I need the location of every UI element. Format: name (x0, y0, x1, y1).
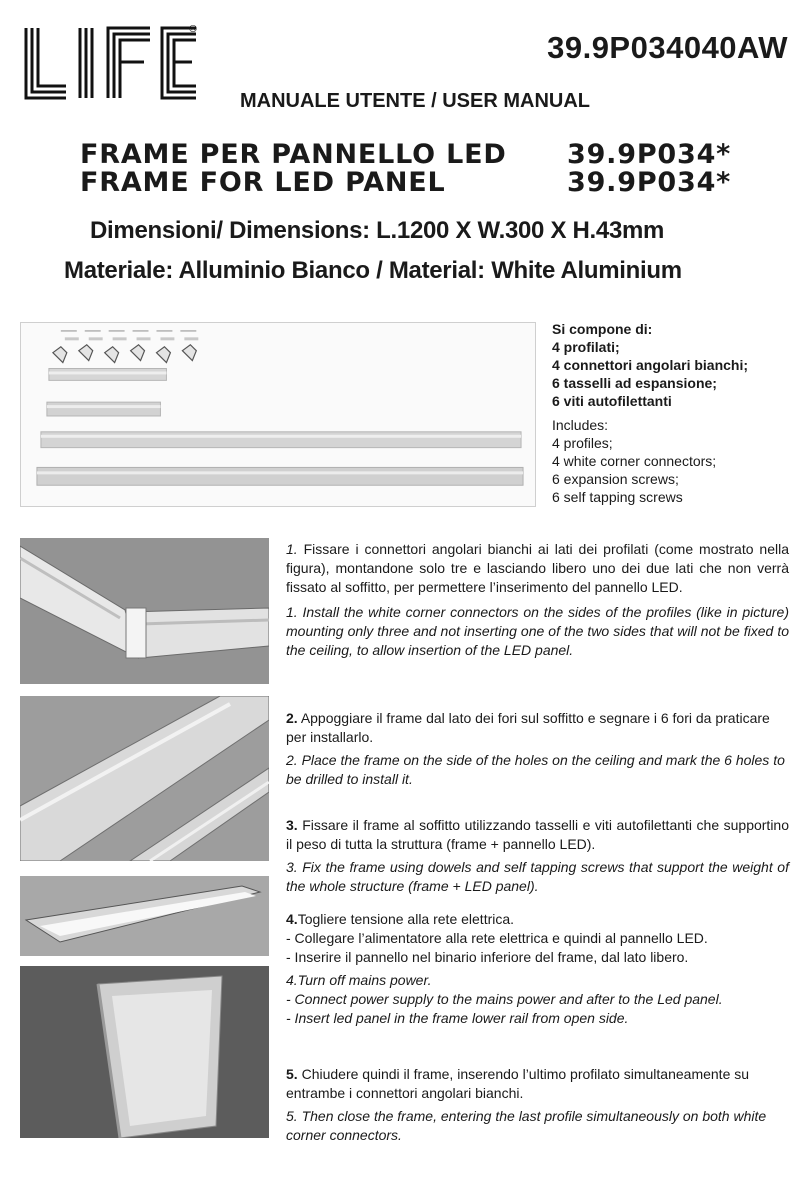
step5-italian-text: Chiudere quindi il frame, inserendo l’ultimo profilato simultaneamente su entrambe i connettori angolari bianchi. (286, 1066, 750, 1101)
step4-photo (20, 966, 269, 1138)
includes-it-heading: Si compone di: (552, 321, 653, 337)
step1-photo (20, 538, 269, 684)
step2-italian (286, 709, 789, 747)
step4-number: 4. (286, 911, 298, 927)
step3-italian-text: Fissare il frame al soffitto utilizzando tasselli e viti autofilettanti che supportino il peso di tutta la struttura (frame + pannello LED). (286, 817, 789, 852)
step1-number: 1. (286, 541, 298, 557)
step2-italian-text: Appoggiare il frame dal lato dei fori sul soffitto e segnare i 6 fori da praticare per installarlo. (286, 710, 770, 745)
step1-italian (286, 540, 789, 597)
registered-mark: ® (188, 24, 198, 35)
step-3 (286, 816, 789, 896)
step-1 (286, 540, 789, 660)
step1-italian-text: Fissare i connettori angolari bianchi ai lati dei profilati (come mostrato nella figura), montandone solo tre e lasciando libero uno dei due lati che non verrà fissato al soffitto, per permettere l’inserimento del pannello LED. (286, 541, 790, 595)
step-2 (286, 709, 789, 789)
title-italian-name: FRAME PER PANNELLO LED (80, 139, 507, 170)
step2-number: 2. (286, 710, 298, 726)
step4-italian-line: - Inserire il pannello nel binario inferiore del frame, dal lato libero. (286, 949, 689, 965)
title-english-ref: 39.9P034* (567, 167, 732, 198)
spec-material: Materiale: Alluminio Bianco / Material: White Aluminium (64, 257, 682, 284)
includes-en-item: 6 expansion screws; (552, 471, 679, 487)
includes-it-item: 4 connettori angolari bianchi; (552, 357, 749, 373)
step1-english: 1. Install the white corner connectors on the sides of the profiles (like in picture) mounting only three and not inserting one of the two sides that will not be fixed to the ceiling, to allow insertion of the LED panel. (286, 604, 789, 658)
step3-number: 3. (286, 817, 298, 833)
title-italian-ref: 39.9P034* (567, 139, 732, 170)
title-english (80, 167, 732, 198)
step-5 (286, 1065, 789, 1145)
includes-it-item: 6 tasselli ad espansione; (552, 375, 717, 391)
step3-photo (20, 876, 269, 956)
title-english-name: FRAME FOR LED PANEL (80, 167, 446, 198)
includes-en-item: 4 white corner connectors; (552, 453, 717, 469)
includes-it-item: 4 profilati; (552, 339, 620, 355)
step4-english-line: - Connect power supply to the mains power and after to the Led panel. (286, 991, 723, 1007)
step4-english-line: 4.Turn off mains power. (286, 972, 432, 988)
life-logo (22, 24, 202, 102)
includes-en-heading: Includes: (552, 417, 609, 433)
includes-en-item: 4 profiles; (552, 435, 613, 451)
step5-number: 5. (286, 1066, 298, 1082)
step4-italian-first-text: Togliere tensione alla rete elettrica. (297, 911, 515, 927)
step3-english: 3. Fix the frame using dowels and self tapping screws that support the weight of the whole structure (frame + LED panel). (286, 859, 789, 894)
step3-italian (286, 816, 789, 854)
step4-italian-first (286, 910, 789, 929)
life-logo-mark (22, 24, 202, 102)
step-4 (286, 910, 789, 1028)
step5-italian (286, 1065, 789, 1103)
step2-english: 2. Place the frame on the side of the holes on the ceiling and mark the 6 holes to be drilled to install it. (286, 752, 785, 787)
spec-dimensions: Dimensioni/ Dimensions: L.1200 X W.300 X H.43mm (90, 217, 665, 244)
step2-photo (20, 696, 269, 861)
kit-contents-image (20, 322, 536, 507)
kit-includes (552, 320, 802, 506)
title-italian (80, 139, 732, 170)
step4-english-line: - Insert led panel in the frame lower rail from open side. (286, 1010, 629, 1026)
step5-english: 5. Then close the frame, entering the last profile simultaneously on both white corner connectors. (286, 1108, 767, 1143)
product-code: 39.9P034040AW (547, 30, 788, 65)
includes-en-item: 6 self tapping screws (552, 489, 683, 505)
includes-it-item: 6 viti autofilettanti (552, 393, 672, 409)
manual-title: MANUALE UTENTE / USER MANUAL (240, 90, 590, 112)
step4-italian-line: - Collegare l’alimentatore alla rete elettrica e quindi al pannello LED. (286, 930, 708, 946)
